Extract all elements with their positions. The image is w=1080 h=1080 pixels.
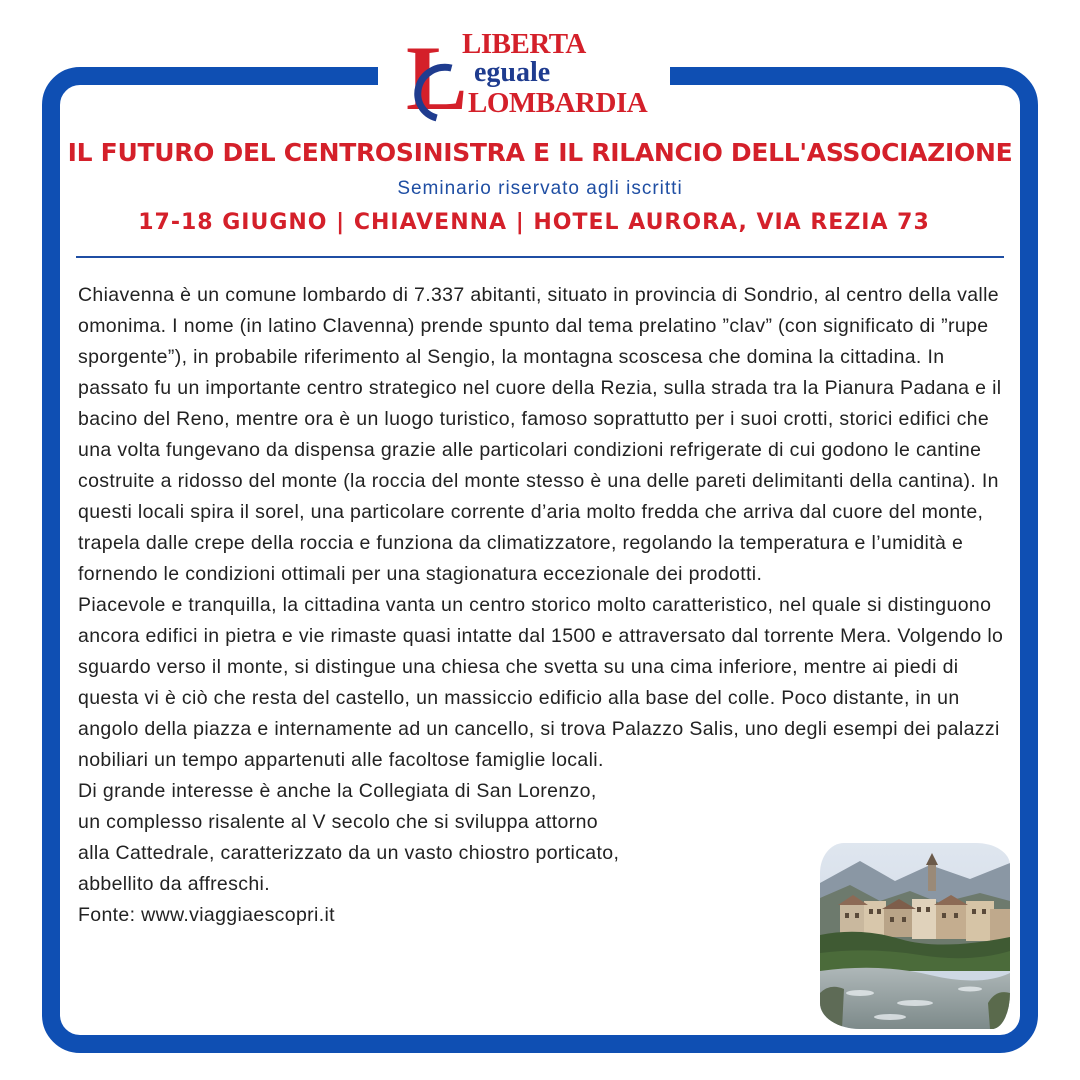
logo-text-lombardia: LOMBARDIA	[468, 87, 648, 119]
divider	[76, 256, 1004, 258]
article-body	[78, 280, 1018, 931]
paragraph-3-line-2: un complesso risalente al V secolo che si sviluppa attorno	[78, 811, 598, 833]
event-info: 17-18 GIUGNO | CHIAVENNA | HOTEL AURORA, VIA REZIA 73	[138, 210, 930, 235]
paragraph-3-line-3: alla Cattedrale, caratterizzato da un vasto chiostro porticato,	[78, 842, 620, 864]
logo-l-letter: L	[406, 27, 468, 129]
paragraph-2: Piacevole e tranquilla, la cittadina vanta un centro storico molto caratteristico, nel quale si distinguono ancora edifici in pietra e vie rimaste quasi intatte dal 1500 e attraversato dal torrente Mera. Volgendo lo sguardo verso il monte, si distingue una chiesa che svetta su una cima inferiore, mentre ai piedi di questa vi è ciò che resta del castello, un massiccio edificio alla base del colle. Poco distante, in un angolo della piazza e internamente ad un cancello, si trova Palazzo Salis, uno degli esempi dei palazzi nobiliari un tempo appartenuti alle facoltose famiglie locali.	[78, 594, 1004, 771]
paragraph-1: Chiavenna è un comune lombardo di 7.337 abitanti, situato in provincia di Sondrio, al centro della valle omonima. I nome (in latino Clavenna) prende spunto dal tema prelatino ”clav” (con significato di ”rupe sporgente”), in probabile riferimento al Sengio, la montagna scoscesa che domina la cittadina. In passato fu un importante centro strategico nel cuore della Rezia, sulla strada tra la Pianura Padana e il bacino del Reno, mentre ora è un luogo turistico, famoso soprattutto per i suoi crotti, storici edifici che una volta fungevano da dispensa grazie alle particolari condizioni refrigerate di cui godono le cantine costruite a ridosso del monte (la roccia del monte stesso è una delle pareti delimitanti della cantina). In questi locali spira il sorel, una particolare corrente d’aria molto fredda che arriva dal cuore del monte, trapela dalle crepe della roccia e funziona da climatizzatore, regolando la temperatura e l’umidità e fornendo le condizioni ottimali per una stagionatura eccezionale dei prodotti.	[78, 284, 1002, 585]
subtitle: Seminario riservato agli iscritti	[397, 178, 683, 199]
paragraph-3-line-4: abbellito da affreschi.	[78, 873, 270, 895]
logo-text-eguale: eguale	[474, 57, 551, 88]
page-title: IL FUTURO DEL CENTROSINISTRA E IL RILANCIO DELL'ASSOCIAZIONE	[67, 138, 1013, 167]
paragraph-3-line-1: Di grande interesse è anche la Collegiata di San Lorenzo,	[78, 780, 597, 802]
source-credit: Fonte: www.viaggiaescopri.it	[78, 904, 335, 926]
chiavenna-town-photo	[820, 843, 1010, 1029]
logo-text-liberta: LIBERTA	[462, 28, 586, 60]
liberta-eguale-lombardia-logo	[404, 27, 666, 129]
